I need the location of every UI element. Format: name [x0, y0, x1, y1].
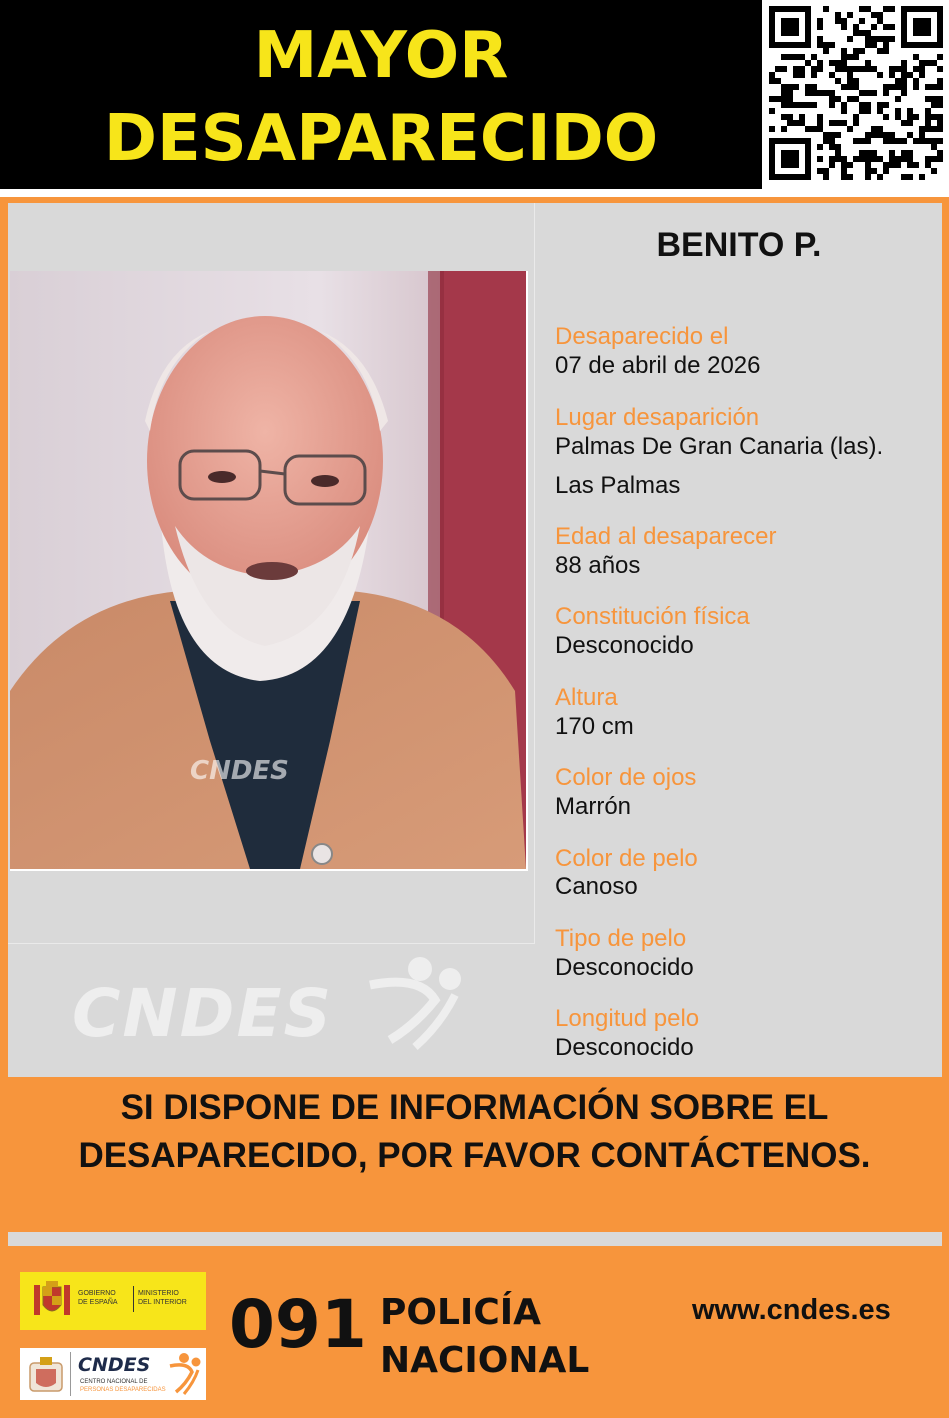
cndes-sub2: PERSONAS DESAPARECIDAS	[80, 1387, 166, 1393]
gov-left-line1: GOBIERNO	[78, 1290, 116, 1297]
police-line2: NACIONAL	[380, 1340, 590, 1381]
label-eye-color: Color de ojos	[555, 764, 697, 791]
cta-line1: SI DISPONE DE INFORMACIÓN SOBRE EL	[120, 1088, 829, 1127]
label-disappeared-date: Desaparecido el	[555, 323, 729, 350]
header-title-line1: MAYOR	[253, 19, 509, 93]
gov-right-line1: MINISTERIO	[138, 1290, 179, 1297]
police-line1: POLICÍA	[380, 1292, 541, 1333]
police-emblem-icon	[24, 1353, 68, 1397]
label-hair-color: Color de pelo	[555, 845, 698, 872]
qr-code-icon	[763, 0, 949, 189]
emergency-phone-number[interactable]: 091	[229, 1286, 367, 1363]
value-eye-color: Marrón	[555, 793, 632, 820]
person-name: BENITO P.	[656, 226, 822, 264]
gov-right-line2: DEL INTERIOR	[138, 1299, 187, 1306]
value-place-province: Las Palmas	[555, 472, 681, 499]
value-build: Desconocido	[555, 632, 694, 659]
cndes-figure-watermark-icon	[360, 955, 470, 1050]
website-link[interactable]: www.cndes.es	[692, 1294, 891, 1326]
header-title-line2: DESAPARECIDO	[103, 102, 659, 176]
value-place-city: Palmas De Gran Canaria (las).	[555, 433, 884, 460]
gov-logo-divider	[133, 1286, 134, 1312]
value-disappeared-date: 07 de abril de 2026	[555, 352, 761, 379]
value-age: 88 años	[555, 552, 641, 579]
cndes-logo	[20, 1348, 206, 1400]
cndes-figure-icon	[166, 1352, 202, 1396]
cndes-brand: CNDES	[78, 1354, 151, 1376]
photo-watermark: CNDES	[190, 756, 289, 786]
value-hair-type: Desconocido	[555, 954, 694, 981]
cndes-logo-divider	[70, 1352, 71, 1396]
footer-divider	[8, 1232, 942, 1246]
label-build: Constitución física	[555, 603, 750, 630]
label-hair-length: Longitud pelo	[555, 1005, 700, 1032]
value-hair-color: Canoso	[555, 873, 638, 900]
header-banner	[0, 0, 762, 189]
label-height: Altura	[555, 684, 618, 711]
cndes-sub1: CENTRO NACIONAL DE	[80, 1379, 148, 1385]
government-logo	[20, 1272, 206, 1330]
value-height: 170 cm	[555, 713, 634, 740]
qr-code[interactable]	[763, 0, 949, 189]
coat-of-arms-icon	[30, 1279, 74, 1323]
label-place: Lugar desaparición	[555, 404, 760, 431]
gov-left-line2: DE ESPAÑA	[78, 1299, 118, 1306]
label-hair-type: Tipo de pelo	[555, 925, 687, 952]
cta-line2: DESAPARECIDO, POR FAVOR CONTÁCTENOS.	[78, 1136, 871, 1175]
label-age: Edad al desaparecer	[555, 523, 777, 550]
panel-watermark: CNDES	[72, 975, 334, 1052]
value-hair-length: Desconocido	[555, 1034, 694, 1061]
